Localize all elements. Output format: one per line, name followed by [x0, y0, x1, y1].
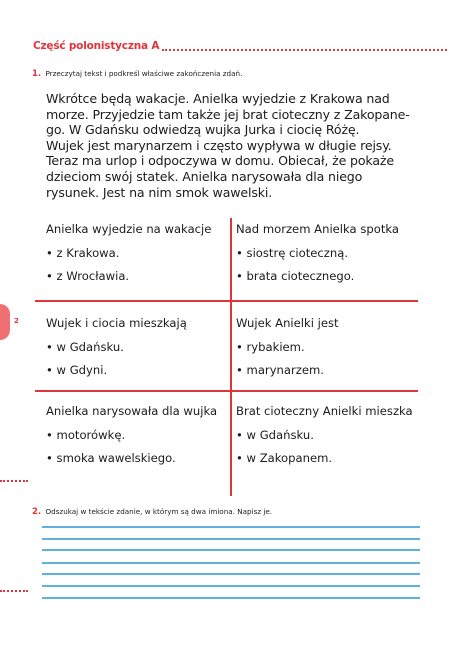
cell-option[interactable]: • w Gdańsku.: [46, 339, 124, 354]
task1-instruction-text: Przeczytaj tekst i podkreśl właściwe zakończenia zdań.: [45, 69, 243, 78]
grid-cell: [46, 222, 226, 284]
cell-question: Nad morzem Anielka spotka: [236, 222, 399, 236]
cell-option[interactable]: • w Zakopanem.: [236, 451, 333, 465]
passage-line: Teraz ma urlop i odpoczywa w domu. Obiecał, że pokaże: [46, 153, 394, 169]
cell-option[interactable]: • w Gdańsku.: [236, 427, 314, 442]
cell-option[interactable]: • rybakiem.: [236, 339, 305, 354]
writing-line[interactable]: [42, 538, 420, 540]
reading-passage: [46, 91, 424, 200]
writing-line[interactable]: [42, 573, 420, 575]
cell-question: Brat cioteczny Anielki mieszka: [236, 404, 413, 418]
writing-line[interactable]: [42, 526, 420, 528]
writing-line[interactable]: [42, 562, 420, 564]
grid-horizontal-divider: [35, 390, 418, 392]
page-number: 2: [14, 317, 19, 325]
cell-option[interactable]: • w Gdyni.: [46, 363, 108, 377]
task1-number: 1.: [32, 69, 42, 79]
answer-grid: [40, 214, 418, 494]
section-title: Część polonistyczna A: [33, 40, 160, 52]
writing-line[interactable]: [42, 597, 420, 599]
grid-vertical-divider: [230, 218, 232, 496]
passage-line: morze. Przyjedzie tam także jej brat cioteczny z Zakopane-: [46, 106, 410, 122]
task1-instruction: [32, 69, 242, 79]
side-tab: [0, 304, 10, 340]
task2-instruction: [32, 507, 272, 517]
passage-line: go. W Gdańsku odwiedzą wujka Jurka i ciocię Różę.: [46, 122, 360, 138]
cell-option[interactable]: • z Krakowa.: [46, 245, 120, 260]
cell-option[interactable]: • siostrę cioteczną.: [236, 245, 349, 260]
passage-line: dzieciom swój statek. Anielka narysowała dla niego: [46, 168, 363, 184]
grid-horizontal-divider: [35, 300, 418, 302]
grid-cell: [236, 316, 421, 378]
writing-line[interactable]: [42, 549, 420, 551]
grid-cell: [236, 404, 421, 466]
passage-line: Wujek jest marynarzem i często wypływa w długie rejsy.: [46, 137, 392, 153]
grid-cell: [46, 404, 221, 466]
writing-line[interactable]: [42, 585, 420, 587]
cell-question: Anielka narysowała dla wujka: [46, 404, 218, 418]
cell-option[interactable]: • z Wrocławia.: [46, 269, 130, 283]
cell-option[interactable]: • brata ciotecznego.: [236, 269, 355, 283]
grid-cell: [236, 222, 421, 284]
passage-line: rysunek. Jest na nim smok wawelski.: [46, 184, 273, 200]
cell-option[interactable]: • marynarzem.: [236, 363, 324, 377]
task2-number: 2.: [32, 507, 42, 517]
passage-line: Wkrótce będą wakacje. Anielka wyjedzie z Krakowa nad: [46, 91, 390, 106]
margin-dotted-line: [0, 480, 28, 482]
grid-cell: [46, 316, 226, 378]
cell-question: Wujek i ciocia mieszkają: [46, 316, 187, 330]
cell-option[interactable]: • smoka wawelskiego.: [46, 451, 176, 465]
cell-option[interactable]: • motorówkę.: [46, 427, 126, 442]
cell-question: Anielka wyjedzie na wakacje: [46, 222, 212, 236]
task2-instruction-text: Odszukaj w tekście zdanie, w którym są dwa imiona. Napisz je.: [45, 507, 273, 516]
cell-question: Wujek Anielki jest: [236, 316, 339, 330]
margin-dotted-line: [0, 590, 28, 592]
section-title-dotted-line: [162, 49, 447, 51]
